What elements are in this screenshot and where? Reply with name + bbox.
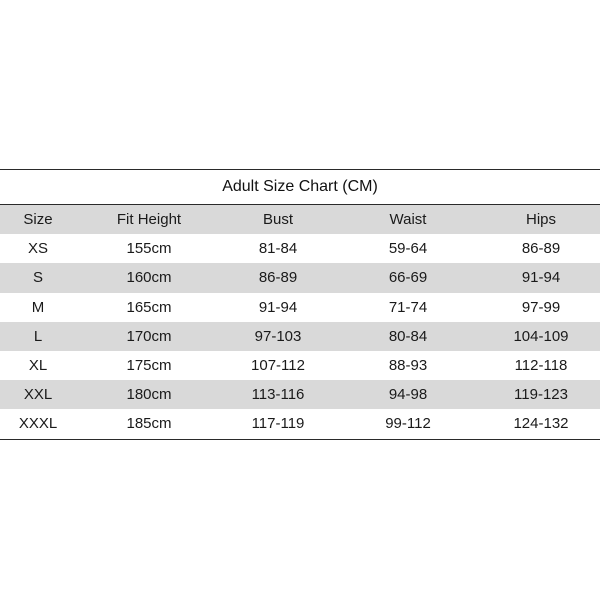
hips-cell: 112-118 xyxy=(514,357,568,375)
hips-cell: 124-132 xyxy=(513,415,569,433)
bust-cell: 107-112 xyxy=(251,357,305,375)
header-size: Size xyxy=(23,211,53,229)
size-cell: XL xyxy=(28,357,48,375)
header-hips: Hips xyxy=(525,211,556,229)
waist-cell: 80-84 xyxy=(388,327,428,345)
bust-cell: 91-94 xyxy=(258,298,298,316)
waist-cell: 99-112 xyxy=(385,415,431,433)
bust-cell: 113-116 xyxy=(251,386,305,404)
fit-height-cell: 165cm xyxy=(126,298,172,316)
table-row xyxy=(0,234,600,263)
hips-cell: 91-94 xyxy=(521,269,561,287)
table-row xyxy=(0,409,600,438)
size-cell: XS xyxy=(27,240,48,258)
fit-height-cell: 180cm xyxy=(126,386,172,404)
table-row xyxy=(0,380,600,409)
table-row xyxy=(0,263,600,292)
fit-height-cell: 175cm xyxy=(126,357,172,375)
fit-height-cell: 185cm xyxy=(126,415,172,433)
waist-cell: 94-98 xyxy=(388,386,428,404)
bust-cell: 81-84 xyxy=(258,240,298,258)
header-row xyxy=(0,205,600,234)
bust-cell: 97-103 xyxy=(254,327,302,345)
hips-cell: 97-99 xyxy=(521,298,561,316)
hips-cell: 104-109 xyxy=(513,327,569,345)
size-cell: XXXL xyxy=(18,415,58,433)
header-bust: Bust xyxy=(262,211,293,229)
size-chart-table xyxy=(0,169,600,440)
table-row xyxy=(0,322,600,351)
size-cell: S xyxy=(32,269,43,287)
fit-height-cell: 170cm xyxy=(126,327,172,345)
waist-cell: 71-74 xyxy=(388,298,428,316)
fit-height-cell: 155cm xyxy=(126,240,172,258)
bust-cell: 86-89 xyxy=(258,269,298,287)
waist-cell: 59-64 xyxy=(388,240,428,258)
size-cell: XXL xyxy=(23,386,53,404)
header-waist: Waist xyxy=(389,211,427,229)
hips-cell: 119-123 xyxy=(514,386,568,404)
header-fit-height: Fit Height xyxy=(116,211,182,229)
table-row xyxy=(0,293,600,322)
waist-cell: 66-69 xyxy=(388,269,428,287)
hips-cell: 86-89 xyxy=(521,240,561,258)
table-row xyxy=(0,351,600,380)
table-title: Adult Size Chart (CM) xyxy=(0,170,600,205)
size-cell: M xyxy=(31,298,45,316)
size-cell: L xyxy=(33,327,43,345)
waist-cell: 88-93 xyxy=(388,357,428,375)
bust-cell: 117-119 xyxy=(251,415,305,433)
fit-height-cell: 160cm xyxy=(126,269,172,287)
